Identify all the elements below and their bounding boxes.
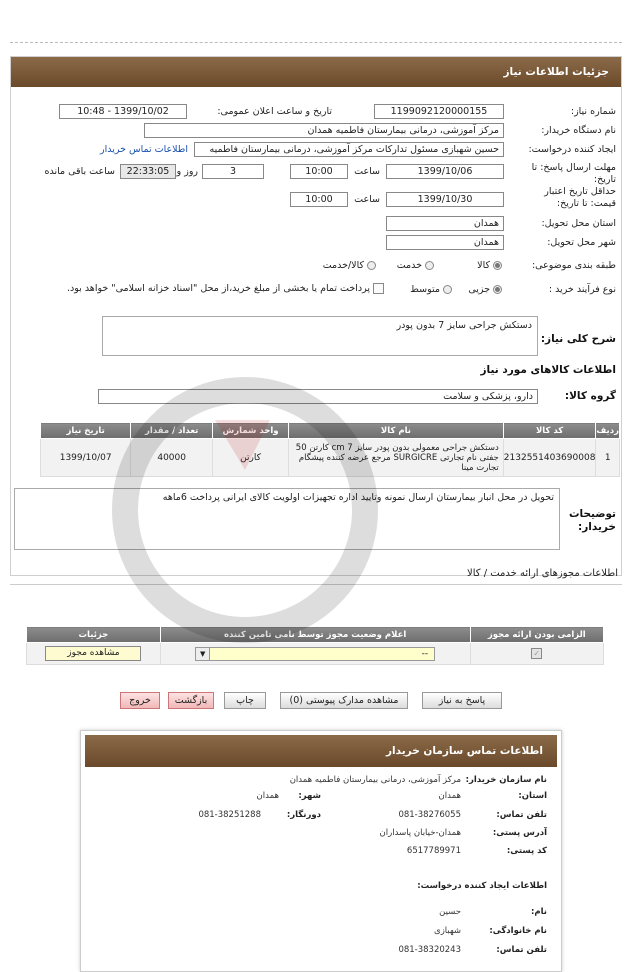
- deadline-time-field: 10:00: [290, 164, 348, 179]
- row-code: 2132551403690008: [503, 439, 596, 477]
- process-option-medium[interactable]: متوسط: [410, 284, 452, 295]
- treasury-checkbox-row[interactable]: پرداخت تمام یا بخشی از مبلغ خرید،از محل "اسناد خزانه اسلامی" خواهد بود.: [67, 283, 384, 294]
- creator-name-value: حسین: [439, 907, 461, 917]
- validity-time-label: ساعت: [354, 194, 380, 205]
- row-name: دستکش جراحی معمولی بدون پودر سایز 7 cm کارتن 50 جفتی نام تجارتی SURGICRE مرجع عرضه کننده پیشگام تجارت مینا: [289, 439, 504, 477]
- category-option-service[interactable]: خدمت: [397, 260, 434, 271]
- col-permit-required: الزامی بودن ارائه مجوز: [470, 627, 604, 643]
- process-option-minor[interactable]: جزیی: [468, 284, 502, 295]
- description-textarea: دستکش جراحی سایز 7 بدون پودر: [102, 316, 538, 356]
- creator-label: ایجاد کننده درخواست:: [528, 144, 616, 155]
- contact-postal-label: کد پستی:: [506, 846, 547, 856]
- exit-button[interactable]: خروج: [120, 692, 160, 709]
- goods-section-title: اطلاعات کالاهای مورد نیاز: [480, 364, 616, 376]
- permits-table: [26, 626, 604, 665]
- contact-address-label: آدرس پستی:: [492, 828, 547, 838]
- buyer-contact-link[interactable]: اطلاعات تماس خریدار: [99, 144, 188, 155]
- category-option-both[interactable]: کالا/خدمت: [323, 260, 376, 271]
- radio-icon: [493, 261, 502, 270]
- permit-required-cell: [470, 643, 604, 665]
- radio-icon: [425, 261, 434, 270]
- col-code: کد کالا: [503, 423, 596, 439]
- need-number-label: شماره نیاز:: [570, 106, 616, 117]
- city-field: همدان: [386, 235, 504, 250]
- radio-icon: [443, 285, 452, 294]
- contact-city-value: همدان: [256, 791, 279, 801]
- contact-fax-value: 081-38251288: [198, 810, 261, 820]
- row-index: 1: [596, 439, 620, 477]
- province-field: همدان: [386, 216, 504, 231]
- panel-title: جزئیات اطلاعات نیاز: [11, 57, 621, 87]
- creator-family-value: شهبازی: [434, 926, 461, 936]
- buyer-notes-textarea: تحویل در محل انبار بیمارستان ارسال نمونه وتایید اداره تجهیزات اولویت کالای ایرانی پرداخت 6ماهه: [14, 488, 560, 550]
- permit-status-cell: [160, 643, 470, 665]
- buyer-label: نام دستگاه خریدار:: [541, 125, 616, 136]
- goods-group-label: گروه کالا:: [564, 390, 616, 402]
- city-label: شهر محل تحویل:: [547, 237, 616, 248]
- contact-org-value: مرکز آموزشی، درمانی بیمارستان فاطمیه همدان: [289, 775, 461, 785]
- attachments-button[interactable]: مشاهده مدارک پیوستی (0): [280, 692, 408, 709]
- permit-status-select[interactable]: -- ▼: [195, 647, 435, 661]
- buyer-contact-card: [80, 730, 562, 972]
- check-icon: ✓: [531, 648, 542, 659]
- creator-phone-value: 081-38320243: [398, 945, 461, 955]
- checkbox-icon[interactable]: [373, 283, 384, 294]
- contact-postal-value: 6517789971: [406, 846, 461, 856]
- deadline-date-field: 1399/10/06: [386, 164, 504, 179]
- col-permit-status: اعلام وضعیت مجوز توسط نامی تامین کننده: [160, 627, 470, 643]
- buyer-field: مرکز آموزشی، درمانی بیمارستان فاطمیه همدان: [144, 123, 504, 138]
- permits-divider: [10, 584, 622, 585]
- description-label: شرح کلی نیاز:: [540, 333, 616, 345]
- print-button[interactable]: چاپ: [224, 692, 266, 709]
- col-index: ردیف: [596, 423, 620, 439]
- permits-section-title: اطلاعات مجوزهای ارائه خدمت / کالا: [467, 568, 618, 579]
- validity-time-field: 10:00: [290, 192, 348, 207]
- remaining-time-field: 22:33:05: [120, 164, 176, 179]
- category-option-goods[interactable]: کالا: [477, 260, 502, 271]
- creator-info-title: اطلاعات ایجاد کننده درخواست:: [417, 881, 547, 891]
- row-qty: 40000: [131, 439, 213, 477]
- category-label: طبقه بندی موضوعی:: [531, 260, 616, 271]
- buyer-notes-label: توضیحات خریدار:: [568, 508, 616, 533]
- reply-button[interactable]: پاسخ به نیاز: [422, 692, 502, 709]
- col-permit-details: جزئیات: [27, 627, 161, 643]
- contact-province-value: همدان: [438, 791, 461, 801]
- table-row: [27, 643, 604, 665]
- contact-org-label: نام سازمان خریدار:: [465, 775, 547, 785]
- goods-group-field: دارو، پزشکی و سلامت: [98, 389, 538, 404]
- col-unit: واحد شمارش: [212, 423, 288, 439]
- creator-phone-label: تلفن تماس:: [496, 945, 547, 955]
- table-row: [41, 439, 620, 477]
- top-divider: [10, 42, 622, 43]
- radio-icon: [493, 285, 502, 294]
- need-number-field: 1199092120000155: [374, 104, 504, 119]
- contact-city-label: شهر:: [298, 791, 321, 801]
- days-field: 3: [202, 164, 264, 179]
- permit-details-cell: [27, 643, 161, 665]
- back-button[interactable]: بازگشت: [168, 692, 214, 709]
- creator-field: حسین شهبازی مسئول تدارکات مرکز آموزشی، درمانی بیمارستان فاطمیه: [194, 142, 504, 157]
- goods-table: [40, 422, 620, 477]
- validity-date-field: 1399/10/30: [386, 192, 504, 207]
- deadline-label: مهلت ارسال پاسخ: تا تاریخ:: [531, 162, 616, 185]
- radio-icon: [367, 261, 376, 270]
- province-label: استان محل تحویل:: [541, 218, 616, 229]
- contact-card-title: اطلاعات تماس سازمان خریدار: [85, 735, 557, 767]
- announce-label: تاریخ و ساعت اعلان عمومی:: [217, 106, 332, 117]
- announce-field: 1399/10/02 - 10:48: [59, 104, 187, 119]
- creator-name-label: نام:: [530, 907, 547, 917]
- row-unit: کارتن: [212, 439, 288, 477]
- deadline-time-label: ساعت: [354, 166, 380, 177]
- days-label: روز و: [176, 166, 198, 177]
- remaining-label: ساعت باقی مانده: [44, 166, 115, 177]
- row-date: 1399/10/07: [41, 439, 131, 477]
- view-permit-button[interactable]: مشاهده مجوز: [45, 646, 141, 661]
- process-label: نوع فرآیند خرید :: [548, 284, 616, 295]
- creator-family-label: نام خانوادگی:: [489, 926, 547, 936]
- contact-province-label: استان:: [518, 791, 547, 801]
- contact-phone-value: 081-38276055: [398, 810, 461, 820]
- col-qty: تعداد / مقدار: [131, 423, 213, 439]
- col-date: تاریخ نیاز: [41, 423, 131, 439]
- validity-label: حداقل تاریخ اعتبار قیمت: تا تاریخ:: [544, 186, 616, 209]
- col-name: نام کالا: [289, 423, 504, 439]
- contact-address-value: همدان-خیابان پاسداران: [379, 828, 461, 838]
- contact-phone-label: تلفن تماس:: [496, 810, 547, 820]
- contact-fax-label: دورنگار:: [286, 810, 321, 820]
- chevron-down-icon[interactable]: ▼: [196, 648, 210, 660]
